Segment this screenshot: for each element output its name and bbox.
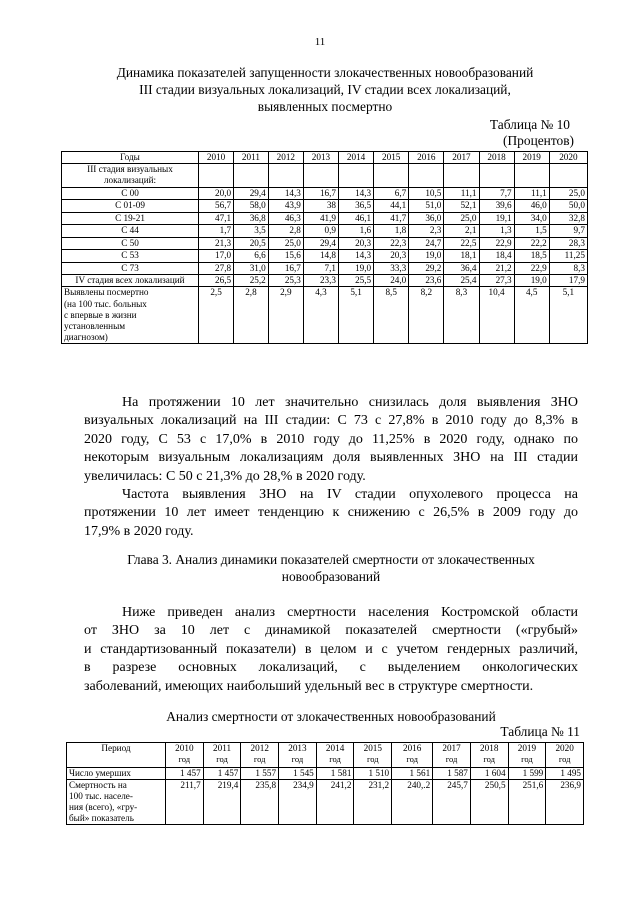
value-cell: 21,3 — [199, 237, 234, 250]
year-cell: 2015 — [374, 152, 409, 164]
value-cell: 236,9 — [546, 780, 584, 825]
value-cell: 20,3 — [339, 237, 374, 250]
year-number: 2017 — [442, 743, 461, 753]
value-cell: 9,7 — [549, 225, 587, 238]
value-cell: 33,3 — [374, 262, 409, 275]
paragraph-3 — [84, 604, 578, 696]
year-suffix: год — [445, 754, 458, 764]
year-suffix: год — [216, 754, 228, 764]
year-number: 2019 — [517, 743, 537, 753]
value-cell: 10,5 — [409, 187, 444, 200]
row-label: С 00 — [62, 187, 199, 200]
section-title-table11: Анализ смертности от злокачественных новообразований — [166, 709, 496, 724]
paragraph-line: увеличилась: С 50 с 21,3% до 28,% в 2020 году. — [84, 468, 366, 484]
chapter-heading — [84, 551, 578, 585]
value-cell: 46,0 — [514, 200, 549, 213]
value-cell: 0,9 — [303, 225, 338, 238]
value-cell: 8,3 — [549, 262, 587, 275]
value-cell: 58,0 — [234, 200, 269, 213]
value-cell: 51,0 — [409, 200, 444, 213]
postmortem-label-line: установленным — [64, 320, 126, 331]
value-cell: 14,3 — [339, 187, 374, 200]
postmortem-label-line: с впервые в жизни — [64, 309, 137, 320]
paragraph-line: Ниже приведен анализ смертности населения Костромской области — [122, 605, 578, 620]
value-cell: 2,9 — [268, 287, 303, 344]
value-cell: 10,4 — [479, 287, 514, 344]
value-cell: 44,1 — [374, 200, 409, 213]
year-number: 2020 — [555, 743, 574, 753]
value-cell: 1 457 — [203, 768, 241, 780]
stage3-header-row — [62, 164, 588, 187]
table-row — [62, 237, 588, 250]
value-cell: 17,0 — [199, 250, 234, 263]
value-cell: 29,2 — [409, 262, 444, 275]
value-cell: 219,4 — [203, 780, 241, 825]
postmortem-row — [62, 287, 588, 344]
year-cell: 2020 — [549, 152, 587, 164]
table10-label: Таблица № 10 — [489, 117, 570, 132]
year-cell: 2016 — [409, 152, 444, 164]
mortality-label-line: бый» показатель — [69, 813, 134, 823]
value-cell: 3,5 — [234, 225, 269, 238]
value-cell: 18,1 — [444, 250, 479, 263]
value-cell: 56,7 — [199, 200, 234, 213]
year-cell: 2017 — [444, 152, 479, 164]
value-cell: 14,3 — [268, 187, 303, 200]
mortality-label-line: Смертность на — [69, 780, 127, 790]
value-cell: 22,9 — [514, 262, 549, 275]
row-label: С 50 — [62, 237, 199, 250]
value-cell: 8,3 — [444, 287, 479, 344]
value-cell: 211,7 — [166, 780, 204, 825]
value-cell: 22,2 — [514, 237, 549, 250]
year-number: 2014 — [325, 743, 345, 753]
mortality-label-line: 100 тыс. населе- — [69, 791, 133, 801]
year-suffix: год — [329, 754, 341, 764]
title-line: Динамика показателей запущенности злокачественных новообразований — [116, 65, 534, 80]
year-suffix: год — [483, 754, 496, 764]
value-cell: 21,2 — [479, 262, 514, 275]
value-cell: 17,9 — [549, 275, 587, 287]
value-cell: 8,2 — [409, 287, 444, 344]
table-10 — [61, 151, 588, 344]
paragraph-2 — [84, 486, 578, 541]
row-label: С 19-21 — [62, 212, 199, 225]
postmortem-label-line: (на 100 тыс. больных — [64, 298, 147, 309]
value-cell: 1,8 — [374, 225, 409, 238]
value-cell: 1,3 — [479, 225, 514, 238]
value-cell: 234,9 — [279, 780, 317, 825]
value-cell: 1 587 — [433, 768, 471, 780]
value-cell: 240,.2 — [392, 780, 433, 825]
table-header-row — [67, 743, 584, 768]
value-cell: 20,5 — [234, 237, 269, 250]
value-cell: 11,1 — [514, 187, 549, 200]
value-cell: 32,8 — [549, 212, 587, 225]
year-cell — [433, 743, 471, 768]
value-cell: 25,2 — [234, 275, 269, 287]
value-cell: 39,6 — [479, 200, 514, 213]
header-period: Период — [67, 743, 166, 768]
table-header-row — [62, 152, 588, 164]
value-cell: 18,5 — [514, 250, 549, 263]
value-cell: 34,0 — [514, 212, 549, 225]
value-cell: 28,3 — [549, 237, 587, 250]
table-row — [62, 225, 588, 238]
year-cell — [546, 743, 584, 768]
value-cell: 31,0 — [234, 262, 269, 275]
stage3-label: III стадия визуальных локализаций: — [62, 164, 199, 187]
year-cell: 2014 — [339, 152, 374, 164]
value-cell: 7,1 — [303, 262, 338, 275]
mortality-label-line: ния (всего), «гру- — [69, 802, 138, 812]
year-number: 2012 — [250, 743, 269, 753]
value-cell: 4,5 — [514, 287, 549, 344]
value-cell: 245,7 — [433, 780, 471, 825]
year-number: 2011 — [213, 743, 232, 753]
stage4-row — [62, 275, 588, 287]
value-cell: 25,4 — [444, 275, 479, 287]
year-number: 2018 — [480, 743, 499, 753]
year-suffix: год — [521, 754, 533, 764]
value-cell: 36,0 — [409, 212, 444, 225]
postmortem-label-line: диагнозом) — [64, 332, 108, 343]
year-cell — [470, 743, 508, 768]
value-cell: 20,3 — [374, 250, 409, 263]
year-number: 2015 — [363, 743, 382, 753]
value-cell: 19,0 — [409, 250, 444, 263]
value-cell: 14,3 — [339, 250, 374, 263]
value-cell: 1 581 — [316, 768, 354, 780]
value-cell: 1 457 — [166, 768, 204, 780]
paragraph-1 — [84, 394, 578, 486]
value-cell: 41,9 — [303, 212, 338, 225]
value-cell: 1,5 — [514, 225, 549, 238]
paragraph-line: визуальных локализаций на III стадии: С 73 с 27,8% в 2010 году до 8,3% в — [84, 413, 578, 429]
title-line: выявленных посмертно — [257, 99, 393, 114]
value-cell: 1 599 — [508, 768, 546, 780]
value-cell: 24,0 — [374, 275, 409, 287]
value-cell: 16,7 — [303, 187, 338, 200]
value-cell: 47,1 — [199, 212, 234, 225]
value-cell: 52,1 — [444, 200, 479, 213]
value-cell: 11,25 — [549, 250, 587, 263]
value-cell: 8,5 — [374, 287, 409, 344]
mortality-label — [67, 780, 166, 825]
paragraph-line: некоторым визуальным локализациям доля выявленных ЗНО на III стадии — [84, 450, 578, 466]
chapter-line: Глава 3. Анализ динамики показателей смертности от злокачественных — [127, 552, 535, 567]
year-suffix: год — [558, 754, 571, 764]
paragraph-line: Частота выявления ЗНО на IV стадии опухолевого процесса на — [122, 487, 578, 502]
value-cell: 22,5 — [444, 237, 479, 250]
chapter-line: новообразований — [281, 569, 381, 584]
postmortem-label — [62, 287, 199, 344]
year-cell — [241, 743, 279, 768]
table-row — [62, 250, 588, 263]
value-cell: 1,6 — [339, 225, 374, 238]
value-cell: 4,3 — [303, 287, 338, 344]
value-cell: 18,4 — [479, 250, 514, 263]
value-cell: 19,0 — [339, 262, 374, 275]
year-number: 2010 — [175, 743, 194, 753]
paragraph-line: заболеваний, имеющих наибольший удельный вес в структуре смертности. — [84, 678, 534, 694]
value-cell: 1 495 — [546, 768, 584, 780]
value-cell: 5,1 — [339, 287, 374, 344]
value-cell: 29,4 — [303, 237, 338, 250]
value-cell: 25,0 — [444, 212, 479, 225]
value-cell: 2,8 — [268, 225, 303, 238]
value-cell: 1 561 — [392, 768, 433, 780]
year-cell: 2018 — [479, 152, 514, 164]
value-cell: 46,1 — [339, 212, 374, 225]
value-cell: 23,6 — [409, 275, 444, 287]
postmortem-label-line: Выявлены посмертно — [64, 287, 149, 298]
year-cell — [279, 743, 317, 768]
value-cell: 2,3 — [409, 225, 444, 238]
value-cell: 20,0 — [199, 187, 234, 200]
value-cell: 25,5 — [339, 275, 374, 287]
value-cell: 14,8 — [303, 250, 338, 263]
value-cell: 25,0 — [549, 187, 587, 200]
value-cell: 46,3 — [268, 212, 303, 225]
year-cell — [316, 743, 354, 768]
table11-label: Таблица № 11 — [500, 724, 580, 739]
year-suffix: год — [291, 754, 304, 764]
value-cell: 1 557 — [241, 768, 279, 780]
value-cell: 1 545 — [279, 768, 317, 780]
year-suffix: год — [178, 754, 191, 764]
value-cell: 235,8 — [241, 780, 279, 825]
value-cell: 22,3 — [374, 237, 409, 250]
header-years: Годы — [62, 152, 199, 164]
value-cell: 29,4 — [234, 187, 269, 200]
table-11 — [66, 742, 584, 825]
paragraph-line: 17,9% в 2020 году. — [84, 523, 194, 539]
value-cell: 1 510 — [354, 768, 392, 780]
table-row — [62, 187, 588, 200]
value-cell: 25,3 — [268, 275, 303, 287]
value-cell: 22,9 — [479, 237, 514, 250]
paragraph-line: протяжении 10 лет имеет тенденцию к снижению с 26,5% в 2009 году до — [84, 505, 578, 521]
table-row — [62, 212, 588, 225]
paragraph-line: На протяжении 10 лет значительно снизилась доля выявления ЗНО — [122, 395, 578, 410]
value-cell: 7,7 — [479, 187, 514, 200]
paragraph-line: и стандартизованный показатели) в целом и с учетом гендерных различий, — [84, 641, 578, 657]
row-label: С 01-09 — [62, 200, 199, 213]
value-cell: 16,7 — [268, 262, 303, 275]
year-suffix: год — [406, 754, 418, 764]
row-label: С 53 — [62, 250, 199, 263]
deaths-label: Число умерших — [67, 768, 166, 780]
value-cell: 2,1 — [444, 225, 479, 238]
value-cell: 15,6 — [268, 250, 303, 263]
value-cell: 25,0 — [268, 237, 303, 250]
value-cell: 38 — [303, 200, 338, 213]
year-cell — [203, 743, 241, 768]
section-title-table10 — [60, 64, 590, 115]
value-cell: 19,1 — [479, 212, 514, 225]
value-cell: 241,2 — [316, 780, 354, 825]
value-cell: 43,9 — [268, 200, 303, 213]
value-cell: 6,6 — [234, 250, 269, 263]
value-cell: 251,6 — [508, 780, 546, 825]
title-line: III стадии визуальных локализаций, IV стадии всех локализаций, — [139, 82, 511, 97]
mortality-row — [67, 780, 584, 825]
value-cell: 6,7 — [374, 187, 409, 200]
paragraph-line: в разрезе основных локализаций, с выделением онкологических — [84, 660, 578, 676]
stage4-label: IV стадия всех локализаций — [62, 275, 199, 287]
deaths-row — [67, 768, 584, 780]
value-cell: 1,7 — [199, 225, 234, 238]
value-cell: 27,8 — [199, 262, 234, 275]
value-cell: 41,7 — [374, 212, 409, 225]
value-cell: 24,7 — [409, 237, 444, 250]
value-cell: 36,8 — [234, 212, 269, 225]
value-cell: 250,5 — [470, 780, 508, 825]
value-cell: 23,3 — [303, 275, 338, 287]
year-cell — [166, 743, 204, 768]
paragraph-line: от ЗНО за 10 лет с динамикой показателей смертности («грубый» — [84, 623, 578, 639]
year-number: 2013 — [288, 743, 307, 753]
table-row — [62, 262, 588, 275]
year-number: 2016 — [402, 743, 422, 753]
year-cell: 2010 — [199, 152, 234, 164]
table-row — [62, 200, 588, 213]
table10-unit: (Процентов) — [503, 133, 574, 148]
value-cell: 19,0 — [514, 275, 549, 287]
value-cell: 231,2 — [354, 780, 392, 825]
value-cell: 36,5 — [339, 200, 374, 213]
year-cell — [354, 743, 392, 768]
year-cell: 2019 — [514, 152, 549, 164]
row-label: С 44 — [62, 225, 199, 238]
value-cell: 1 604 — [470, 768, 508, 780]
value-cell: 27,3 — [479, 275, 514, 287]
value-cell: 26,5 — [199, 275, 234, 287]
year-cell: 2012 — [268, 152, 303, 164]
value-cell: 50,0 — [549, 200, 587, 213]
year-cell — [508, 743, 546, 768]
value-cell: 36,4 — [444, 262, 479, 275]
year-cell: 2013 — [303, 152, 338, 164]
value-cell: 11,1 — [444, 187, 479, 200]
year-suffix: год — [366, 754, 379, 764]
page-number: 11 — [314, 36, 326, 48]
value-cell: 2,8 — [234, 287, 269, 344]
paragraph-line: 2020 году, С 53 с 17,0% в 2010 году до 11,25% в 2020 году, однако по — [84, 431, 578, 447]
row-label: С 73 — [62, 262, 199, 275]
value-cell: 2,5 — [199, 287, 234, 344]
year-cell: 2011 — [234, 152, 269, 164]
year-suffix: год — [253, 754, 266, 764]
year-cell — [392, 743, 433, 768]
value-cell: 5,1 — [549, 287, 587, 344]
